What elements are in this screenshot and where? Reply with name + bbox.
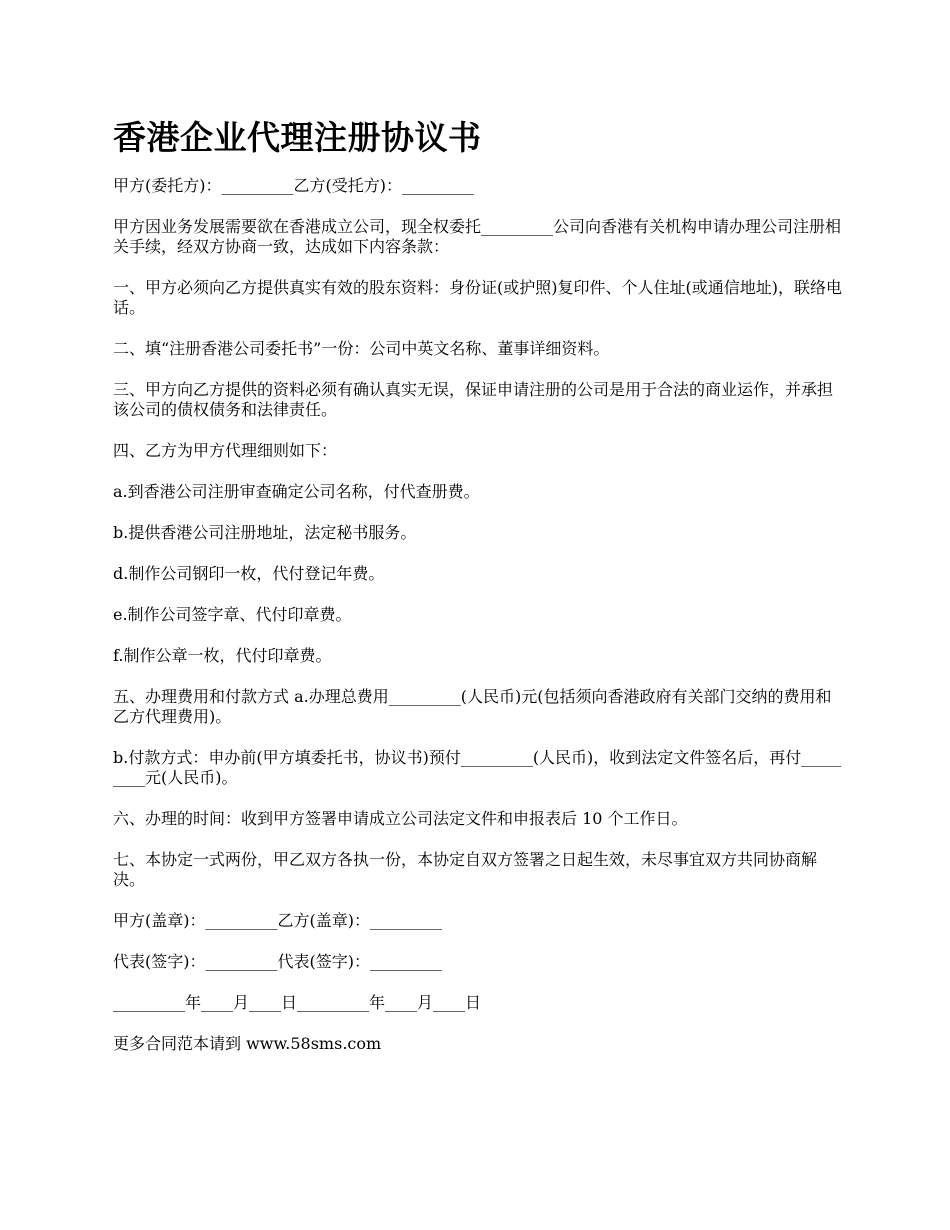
clause-4-item-d: d.制作公司钢印一枚，代付登记年费。: [113, 564, 385, 583]
clause-4-item-b: b.提供香港公司注册地址，法定秘书服务。: [113, 523, 417, 542]
preamble-paragraph: 甲方因业务发展需要欲在香港成立公司，现全权委托_________公司向香港有关机构申请办理公司注册相关手续，经双方协商一致，达成如下内容条款：: [113, 217, 842, 256]
clause-4-item-a: a.到香港公司注册审查确定公司名称，付代查册费。: [113, 482, 480, 501]
clause-5: 五、办理费用和付款方式 a.办理总费用_________(人民币)元(包括须向香港政府有关部门交纳的费用和乙方代理费用)。: [113, 687, 832, 726]
clause-7: 七、本协定一式两份，甲乙双方各执一份，本协定自双方签署之日起生效，未尽事宜双方共同协商解决。: [113, 850, 818, 889]
clause-6: 六、办理的时间：收到甲方签署申请成立公司法定文件和申报表后 10 个工作日。: [113, 809, 688, 828]
clause-4-item-f: f.制作公章一枚，代付印章费。: [113, 646, 332, 665]
date-line: _________年____月____日_________年____月____日: [113, 993, 482, 1012]
signature-line: 代表(签字)：_________代表(签字)：_________: [113, 952, 442, 971]
clause-2: 二、填“注册香港公司委托书”一份：公司中英文名称、董事详细资料。: [113, 339, 610, 358]
clause-4-item-e: e.制作公司签字章、代付印章费。: [113, 605, 352, 624]
parties-line: 甲方(委托方)：_________乙方(受托方)：_________: [113, 176, 474, 195]
document-title: 香港企业代理注册协议书: [113, 118, 482, 157]
footer-note: 更多合同范本请到 www.58sms.com: [113, 1034, 382, 1053]
clause-3: 三、甲方向乙方提供的资料必须有确认真实无误，保证申请注册的公司是用于合法的商业运作，并承担该公司的债权债务和法律责任。: [113, 380, 834, 419]
seal-line: 甲方(盖章)：_________乙方(盖章)：_________: [113, 911, 442, 930]
clause-4: 四、乙方为甲方代理细则如下：: [113, 441, 338, 460]
clause-1: 一、甲方必须向乙方提供真实有效的股东资料：身份证(或护照)复印件、个人住址(或通信地址)，联络电话。: [113, 278, 842, 317]
clause-5-payment: b.付款方式：申办前(甲方填委托书，协议书)预付_________(人民币)，收到法定文件签名后，再付_________元(人民币)。: [113, 748, 842, 787]
